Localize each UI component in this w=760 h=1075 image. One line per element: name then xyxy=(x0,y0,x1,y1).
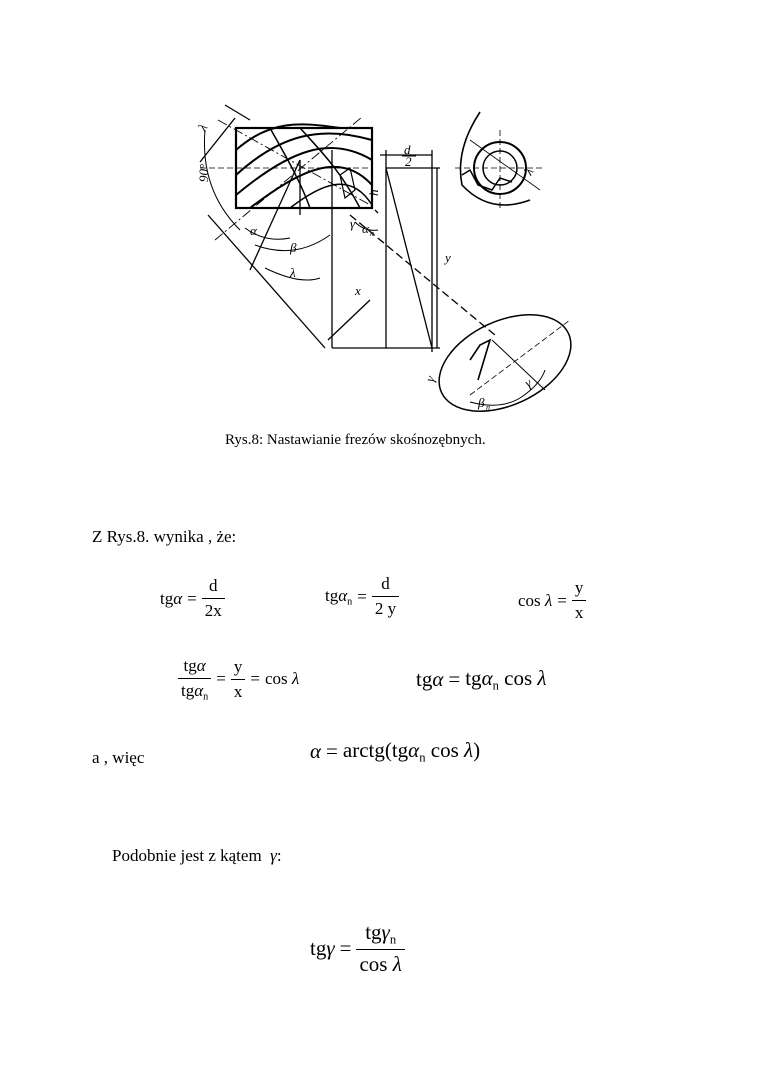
equation-tg-alpha-product: tgα = tgα$_n$ cos λ xyxy=(416,666,547,693)
svg-text:λ: λ xyxy=(290,265,296,280)
equation-alpha-arctg: α = arctg(tgα$_n$ cos λ) xyxy=(310,738,481,765)
svg-text:h: h xyxy=(366,189,381,196)
equation-ratio: $\frac{\text{tgα}}{tg\alpha_n}$ = $\frac{y}{x}$ = cos λ xyxy=(178,656,299,703)
svg-text:x: x xyxy=(355,283,361,298)
similar-text: Podobnie jest z kątem γ: xyxy=(112,846,282,865)
svg-text:d: d xyxy=(404,142,411,157)
equation-cos-lambda: cos λ = $\frac{y}{x}$ xyxy=(518,578,586,623)
svg-text:α: α xyxy=(250,223,257,238)
then-label: a , więc xyxy=(92,748,145,767)
figure-rys8 xyxy=(0,0,760,420)
svg-text:n: n xyxy=(486,403,490,412)
svg-text:β: β xyxy=(290,240,297,255)
svg-text:2: 2 xyxy=(405,154,412,169)
equation-tg-gamma: tgγ = $\frac{tg\gamma_n}{\text{cos λ}}$ xyxy=(310,920,405,977)
svg-text:γ: γ xyxy=(350,216,356,231)
svg-text:α: α xyxy=(362,221,369,236)
svg-text:90°: 90° xyxy=(196,163,211,182)
ellipse-section xyxy=(424,295,586,420)
svg-text:y: y xyxy=(445,250,451,265)
svg-text:γ: γ xyxy=(522,375,534,391)
equation-tg-alpha-n: tgα$_n$ = $\frac{d}{2 y}$ xyxy=(325,574,399,619)
svg-text:λ: λ xyxy=(194,121,211,134)
figure-caption: Rys.8: Nastawianie frezów skośnozębnych. xyxy=(225,432,486,448)
equation-tg-alpha: tgα = $\frac{d}{2x}$ xyxy=(160,576,225,621)
svg-text:n: n xyxy=(370,229,374,238)
intro-text: Z Rys.8. wynika , że: xyxy=(92,527,237,546)
svg-text:λ: λ xyxy=(520,165,537,178)
svg-text:β: β xyxy=(478,395,485,410)
svg-text:γ: γ xyxy=(422,373,438,384)
